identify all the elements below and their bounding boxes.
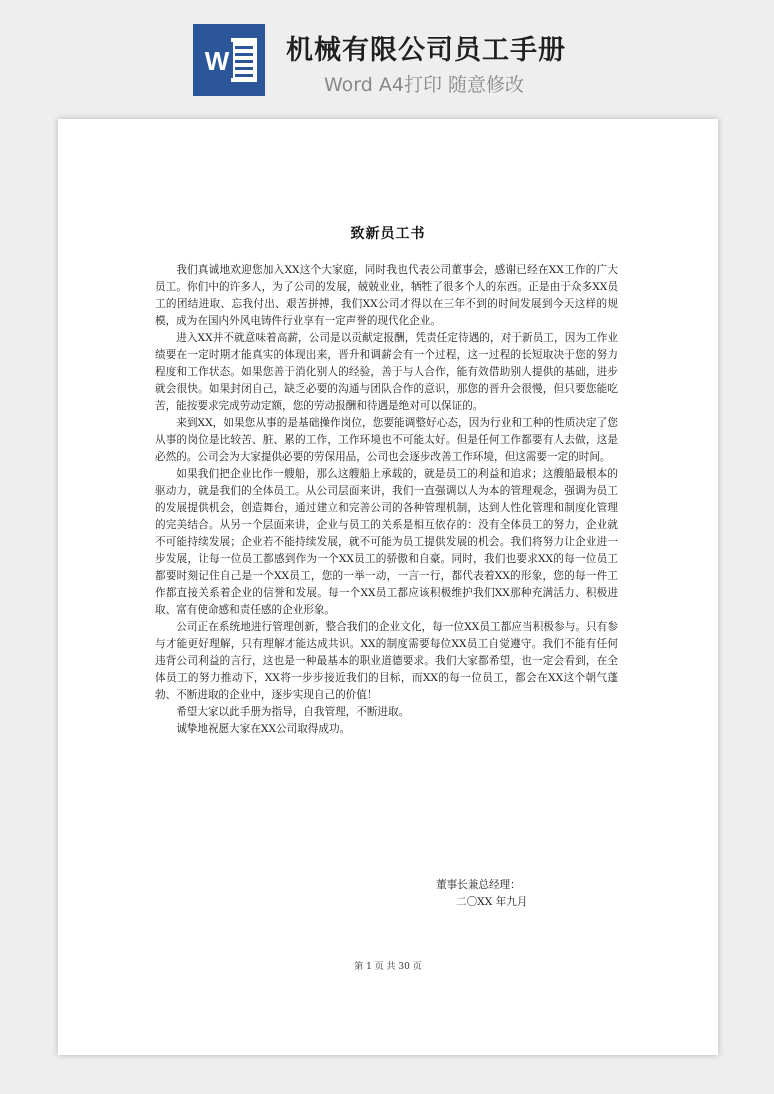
- document-body: [155, 262, 618, 738]
- document-title: 致新员工书: [350, 226, 426, 242]
- paragraph-compensation: 进入XX并不就意味着高薪，公司是以贡献定报酬，凭责任定待遇的，对于新员工，因为工作业绩要在一定时期才能真实的体现出来，晋升和调薪会有一个过程，这一过程的长短取决于您的努力程度和工作状态。如果您善于消化别人的经验，善于与人合作，能有效借助别人提供的基础，进步就会很快。如果封闭自己，缺乏必要的沟通与团队合作的意识，那您的晋升会很慢，但只要您能吃苦，能按要求完成劳动定额，您的劳动报酬和待遇是绝对可以保证的。: [155, 332, 618, 412]
- banner-subtitle: Word A4打印 随意修改: [324, 74, 525, 96]
- banner-title: 机械有限公司员工手册: [286, 35, 566, 66]
- paragraph-hope: 希望大家以此手册为指导，自我管理，不断进取。: [176, 706, 410, 718]
- signature-role: 董事长兼总经理：: [436, 879, 521, 891]
- page-number: 第 1 页 共 30 页: [354, 962, 422, 972]
- signature-date: 二〇XX 年九月: [456, 896, 528, 908]
- paragraph-management-innovation: 公司正在系统地进行管理创新，整合我们的企业文化，每一位XX员工都应当积极参与。只有参与才能更好理解，只有理解才能达成共识。XX的制度需要每位XX员工自觉遵守。我们不能有任何违背公司利益的言行，这也是一种最基本的职业道德要求。我们大家都希望，也一定会看到，在全体员工的努力推动下，XX将一步步接近我们的目标，而XX的每一位员工，都会在XX这个朝气蓬勃、不断进取的企业中，逐步实现自己的价值！: [155, 621, 618, 701]
- paragraph-welcome: 我们真诚地欢迎您加入XX这个大家庭，同时我也代表公司董事会，感谢已经在XX工作的广大员工。你们中的许多人，为了公司的发展，兢兢业业，牺牲了很多个人的东西。正是由于众多XX员工的团结进取、忘我付出、艰苦拼搏，我们XX公司才得以在三年不到的时间发展到今天这样的规模，成为在国内外风电铸件行业享有一定声誉的现代化企业。: [155, 264, 618, 327]
- paragraph-work-conditions: 来到XX，如果您从事的是基础操作岗位，您要能调整好心态，因为行业和工种的性质决定了您从事的岗位是比较苦、脏、累的工作，工作环境也不可能太好。但是任何工作都要有人去做，这是必然的。公司会为大家提供必要的劳保用品，公司也会逐步改善工作环境，但这需要一定的时间。: [155, 417, 618, 463]
- paragraph-wishes: 诚挚地祝愿大家在XX公司取得成功。: [176, 723, 351, 735]
- word-icon-letter: W: [204, 46, 230, 76]
- paragraph-company-ship: 如果我们把企业比作一艘船，那么这艘船上承载的，就是员工的利益和追求；这艘船最根本的驱动力，就是我们的全体员工。从公司层面来讲，我们一直强调以人为本的管理观念，强调为员工的发展提供机会，创造舞台，通过建立和完善公司的各种管理机制，达到人性化管理和制度化管理的完美结合。从另一个层面来讲，企业与员工的关系是相互依存的：没有全体员工的努力，企业就不可能持续发展；企业若不能持续发展，就不可能为员工提供发展的机会。我们将努力让企业进一步发展，让每一位员工都感到作为一个XX员工的骄傲和自豪。同时，我们也要求XX的每一位员工都要时刻记住自己是一个XX员工，您的一举一动，一言一行，都代表着XX的形象，您的每一件工作都直接关系着企业的信誉和发展。每一个XX员工都应该积极维护我们XX那种充满活力、积极进取、富有使命感和责任感的企业形象。: [155, 468, 618, 616]
- word-document-icon: [193, 24, 265, 96]
- header-banner: [0, 0, 774, 115]
- document-page: [58, 119, 718, 1055]
